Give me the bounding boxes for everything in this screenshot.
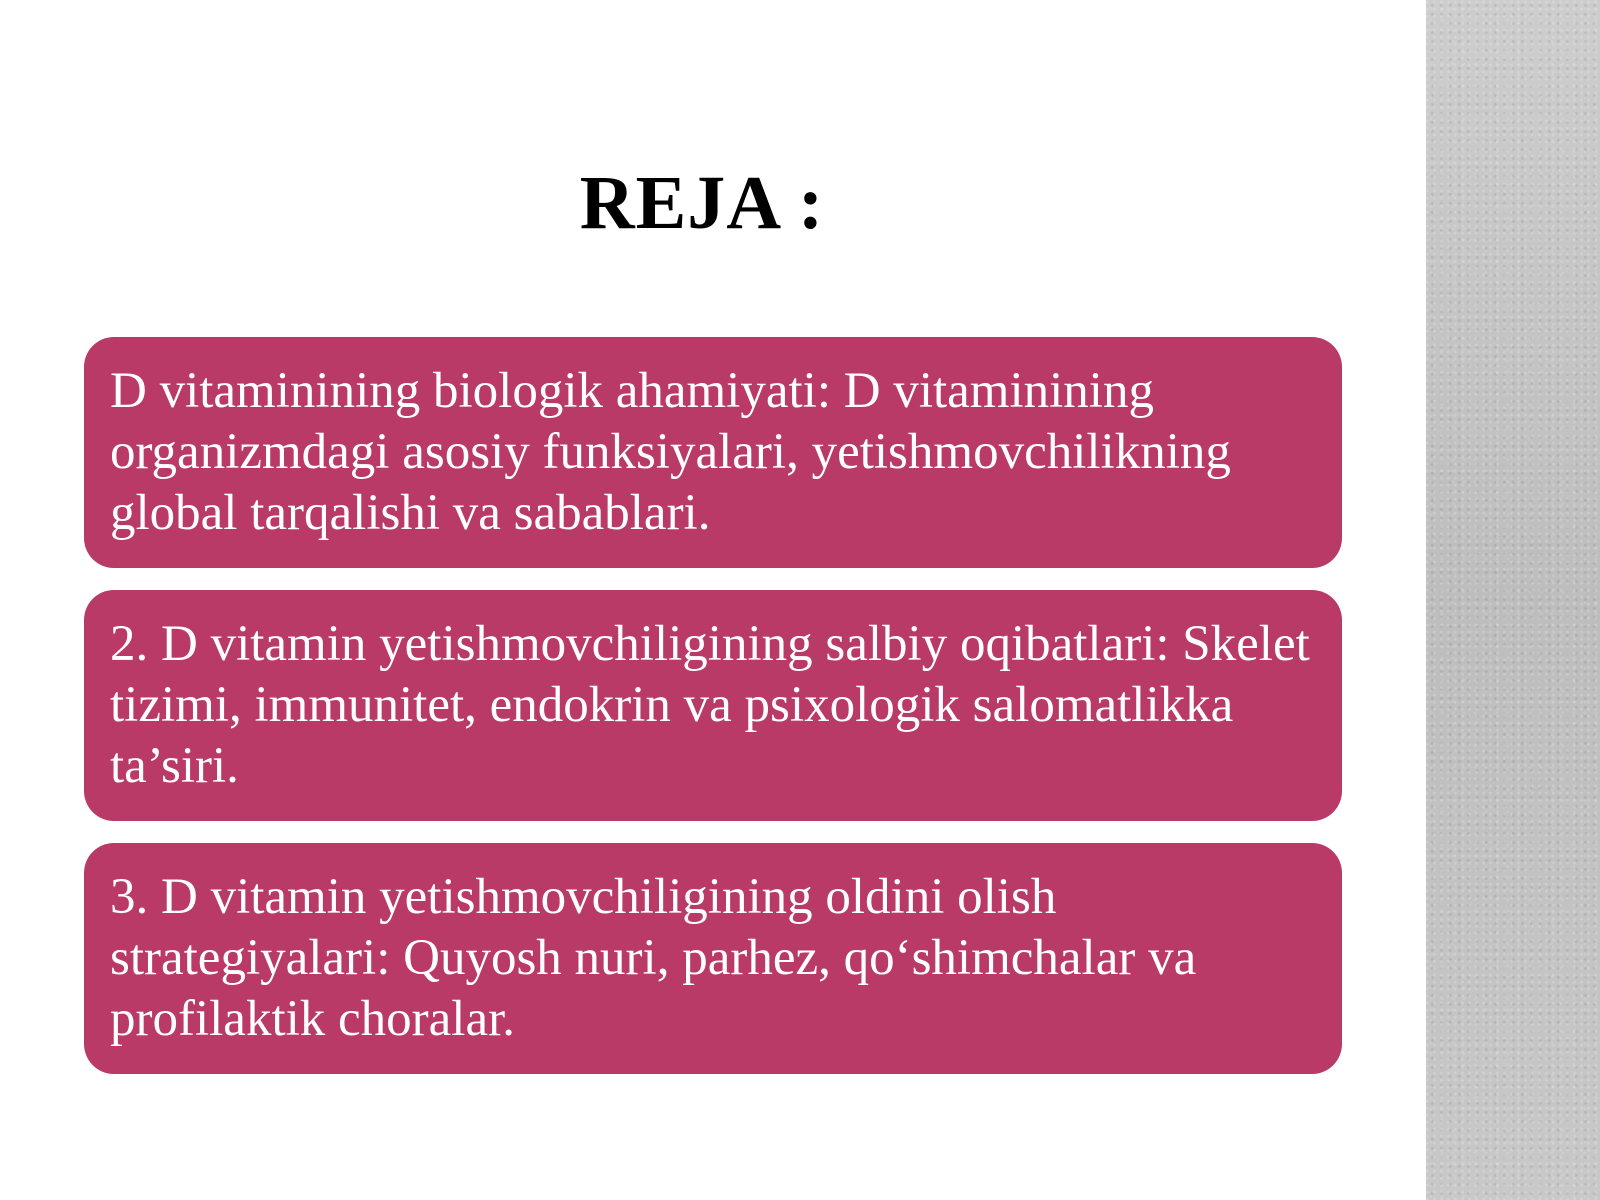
plan-item-text: 2. D vitamin yetishmovchiligining salbiy oqibatlari: Skelet tizimi, immunitet, endokrin va psixologik salomatlikka ta’siri. xyxy=(110,616,1310,794)
plan-item-text: D vitaminining biologik ahamiyati: D vitaminining organizmdagi asosiy funksiyalari, yetishmovchilikning global tarqalishi va sabablari. xyxy=(110,363,1231,541)
plan-item-3 xyxy=(84,843,1342,1074)
decorative-side-strip xyxy=(1426,0,1600,1200)
plan-item-text: 3. D vitamin yetishmovchiligining oldini olish strategiyalari: Quyosh nuri, parhez, qo‘shimchalar va profilaktik choralar. xyxy=(110,869,1197,1047)
plan-item-1 xyxy=(84,337,1342,568)
plan-item-2 xyxy=(84,590,1342,821)
slide-title: REJA : xyxy=(579,161,825,245)
